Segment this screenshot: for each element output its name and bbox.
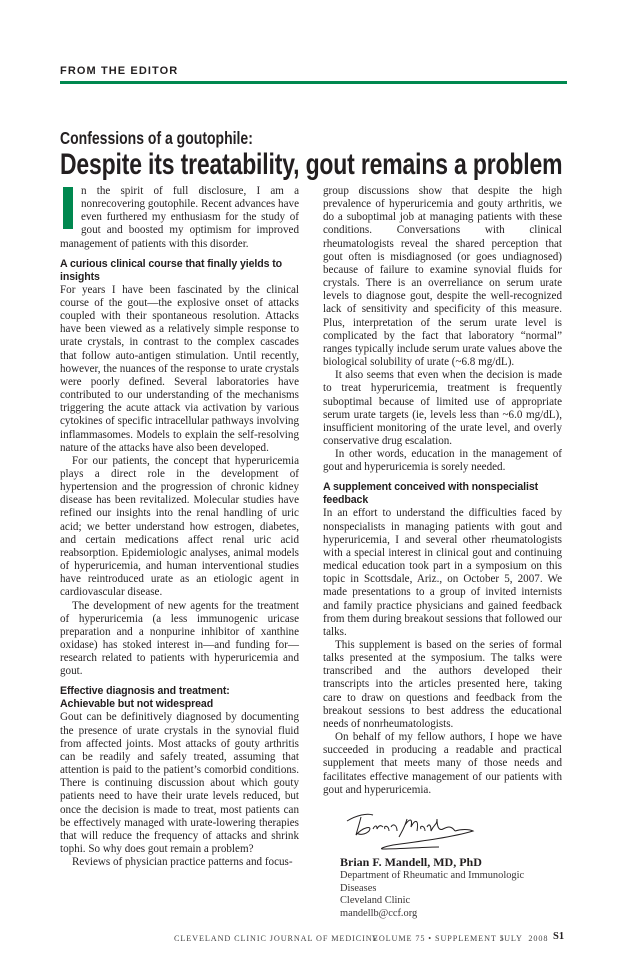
section-heading: A supplement conceived with nonspecialist feedback (323, 481, 539, 507)
left-column (60, 185, 299, 869)
author-department: Department of Rheumatic and Immunologic Diseases (340, 869, 525, 894)
signature-image (343, 811, 483, 853)
page-footer (0, 933, 620, 949)
footer-journal: CLEVELAND CLINIC JOURNAL OF MEDICINE (174, 934, 379, 944)
author-block (340, 855, 562, 921)
author-institution: Cleveland Clinic (340, 895, 411, 907)
paragraph: It also seems that even when the decision is made to treat hyperuricemia, treatment is frequently suboptimal because of limited use of appropriate serum urate targets (ie, levels less than ~6.0 mg/dL), insufficient monitoring of the urate level, and overly conservative drug escalation. (323, 369, 562, 447)
section-label: FROM THE EDITOR (60, 65, 179, 77)
footer-volume: VOLUME 75 • SUPPLEMENT 5 (372, 934, 505, 944)
section-heading: A curious clinical course that finally yields to insights (60, 257, 283, 283)
intro-text: n the spirit of full disclosure, I am a nonrecovering goutophile. Recent advances have even furthered my enthusiasm for the study of gout and boosted my optimism for improved management of patients with this disorder. (60, 185, 299, 250)
paragraph: The development of new agents for the treatment of hyperuricemia (a less immunogenic uricase preparation and a nonpurine inhibitor of xanthine oxidase) has stoked interest in—and funding for—research related to patients with hyperuricemia and gout. (60, 599, 299, 678)
paragraph: For our patients, the concept that hyperuricemia plays a direct role in the development of hypertension and the progression of chronic kidney disease has been revitalized. Molecular studies have refined our insights into the renal handling of uric acid; we better understand how estrogen, diabetes, and certain medications affect renal uric acid reabsorption. Epidemiologic analyses, animal models of hyperuricemia, and human interventional studies have reintroduced urate as an etiologic agent in cardiovascular disease. (60, 454, 299, 599)
article-body (60, 185, 567, 921)
paragraph: In other words, education in the management of gout and hyperuricemia is sorely needed. (323, 448, 562, 474)
drop-cap (63, 187, 73, 229)
author-name: Brian F. Mandell, MD, PhD (340, 854, 482, 869)
heading-line: Effective diagnosis and treatment: (60, 685, 230, 698)
intro-paragraph (60, 185, 299, 251)
paragraph: This supplement is based on the series of formal talks presented at the symposium. The talks were transcribed and the authors developed their transcripts into the articles presented here, taking care to draw on questions and feedback from the breakout sessions to best address the educational needs of nonrheumatologists. (323, 639, 562, 730)
right-column (323, 185, 562, 921)
author-email[interactable]: mandellb@ccf.org (340, 908, 418, 920)
paragraph: Reviews of physician practice patterns and focus- (72, 856, 293, 869)
header-rule (60, 81, 567, 84)
paragraph: In an effort to understand the difficulties faced by nonspecialists in managing patients with gout and hyperuricemia, I and several other rheumatologists with a special interest in clinical gout and continuing medical education took part in a symposium on this topic in Scottsdale, Ariz., on October 5, 2007. We made presentations to a group of invited internists and family practice physicians and gained feedback from them during breakout sessions that followed our talks. (323, 507, 562, 638)
article-subtitle: Confessions of a goutophile: (60, 128, 253, 148)
heading-line: Achievable but not widespread (60, 698, 214, 711)
footer-date: JULY 2008 (500, 934, 549, 944)
paragraph: For years I have been fascinated by the clinical course of the gout—the explosive onset of attacks coupled with their spontaneous resolution. Attacks have been viewed as a relatively simple response to urate crystals, in contrast to the complex cascades that follow auto-antigen stimulation. Until recently, however, the nuances of the response to urate crystals were poorly defined. Several laboratories have contributed to our understanding of the mechanisms triggering the acute attack via activation by various cytokines of specific intracellular pathways involving inflammasomes. Models to explain the self-resolving nature of the attacks have also been developed. (60, 283, 299, 454)
paragraph: group discussions show that despite the high prevalence of hyperuricemia and gouty arthritis, we do a suboptimal job at managing patients with these conditions. Conversations with clinical rheumatologists reveal the shared perception that gout often is misdiagnosed (or goes undiagnosed) because of failure to examine synovial fluids for crystals. There is an overreliance on serum urate levels to diagnose gout, despite the well-recognized lack of sensitivity and specificity of this measure. Plus, interpretation of the serum urate level is complicated by the fact that laboratory “normal” ranges typically include serum urate values above the biological solubility of urate (~6.8 mg/dL). (323, 185, 562, 369)
paragraph: On behalf of my fellow authors, I hope we have succeeded in producing a readable and practical supplement that meets many of those needs and facilitates effective management of our patients with gout and hyperuricemia. (323, 731, 562, 796)
article-title: Despite its treatability, gout remains a problem (60, 148, 563, 181)
section-heading (60, 685, 299, 711)
paragraph: Gout can be definitively diagnosed by documenting the presence of urate crystals in the synovial fluid from affected joints. Most attacks of gouty arthritis can be readily and safely treated, assuming that attention is paid to the patient’s comorbid conditions. There is continuing discussion about which gouty patients need to have their urate levels reduced, but once the decision is made to treat, most patients can be effectively managed with urate-lowering therapies that will reduce the frequency of attacks and shrink tophi. So why does gout remain a problem? (60, 711, 299, 856)
page-number: S1 (553, 931, 565, 943)
